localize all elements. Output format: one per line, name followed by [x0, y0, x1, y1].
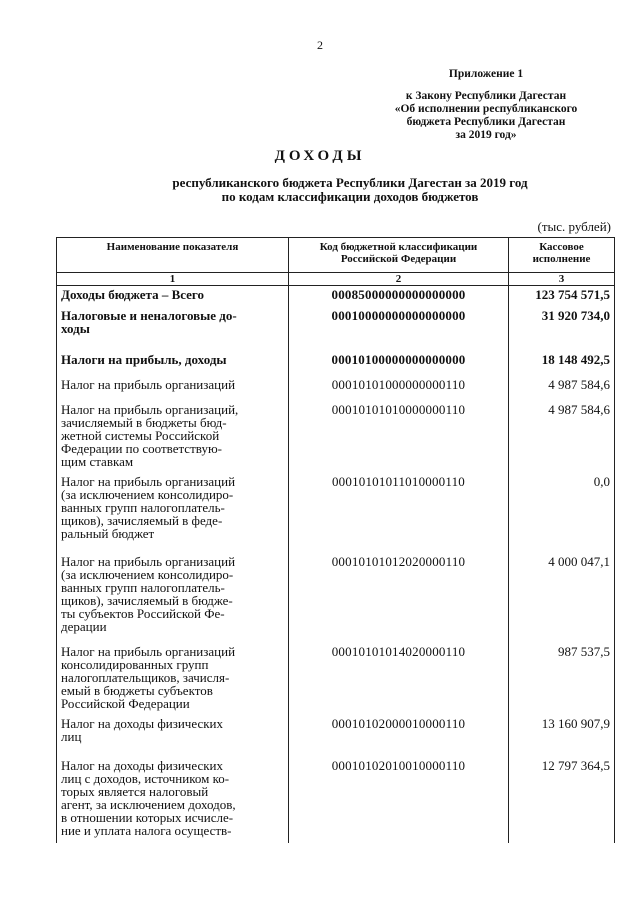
table-row [57, 307, 615, 351]
units-label: (тыс. рублей) [537, 219, 611, 234]
row-code: 00010102000010000110 [289, 715, 509, 757]
row-code: 00085000000000000000 [289, 286, 509, 307]
row-code: 00010101010000000110 [289, 401, 509, 473]
row-code: 00010101014020000110 [289, 643, 509, 715]
row-name: Доходы бюджета – Всего [57, 286, 289, 307]
appendix-line: за 2019 год» [455, 129, 517, 141]
row-name: Налог на прибыль организаций (за исключением консолидиро- ванных групп налогоплатель- щиков), зачисляемый в бюдже- ты субъектов Российской Фе- дерации [57, 553, 289, 643]
appendix-line: «Об исполнении республиканского [394, 103, 578, 115]
appendix-block [372, 68, 600, 142]
document-subtitle [80, 176, 620, 204]
row-code: 00010101000000000110 [289, 376, 509, 401]
table-header-row [57, 238, 615, 273]
row-code: 00010100000000000000 [289, 351, 509, 376]
column-number: 1 [57, 273, 289, 286]
table-row [57, 757, 615, 843]
header-code: Код бюджетной классификации Российской Федерации [289, 238, 509, 273]
row-code: 00010101011010000110 [289, 473, 509, 553]
table-row [57, 401, 615, 473]
row-amount: 4 987 584,6 [509, 376, 615, 401]
row-amount: 12 797 364,5 [509, 757, 615, 843]
row-amount: 4 000 047,1 [509, 553, 615, 643]
row-code: 00010102010010000110 [289, 757, 509, 843]
row-amount: 31 920 734,0 [509, 307, 615, 351]
row-name: Налоговые и неналоговые до- ходы [57, 307, 289, 351]
page-number: 2 [317, 38, 323, 52]
appendix-line: бюджета Республики Дагестан [406, 116, 566, 128]
document-title: ДОХОДЫ [274, 148, 366, 164]
row-name: Налог на прибыль организаций, зачисляемый в бюджеты бюд- жетной системы Российской Федерации по соответствую- щим ставкам [57, 401, 289, 473]
table-row [57, 473, 615, 553]
row-amount: 4 987 584,6 [509, 401, 615, 473]
income-table [56, 237, 615, 843]
row-amount: 13 160 907,9 [509, 715, 615, 757]
subtitle-line: республиканского бюджета Республики Дагестан за 2019 год [172, 175, 528, 190]
row-code: 00010101012020000110 [289, 553, 509, 643]
row-name: Налог на прибыль организаций консолидированных групп налогоплательщиков, зачисля- емый в бюджеты субъектов Российской Федерации [57, 643, 289, 715]
row-code: 00010000000000000000 [289, 307, 509, 351]
header-name: Наименование показателя [57, 238, 289, 273]
row-name: Налог на прибыль организаций [57, 376, 289, 401]
header-amount: Кассовое исполнение [509, 238, 615, 273]
row-name: Налог на доходы физических лиц с доходов, источником ко- торых является налоговый агент, за исключением доходов, в отношении которых исчисле- ние и уплата налога осуществ- [57, 757, 289, 843]
row-name: Налог на доходы физических лиц [57, 715, 289, 757]
row-amount: 123 754 571,5 [509, 286, 615, 307]
table-row [57, 553, 615, 643]
row-name: Налог на прибыль организаций (за исключением консолидиро- ванных групп налогоплатель- щиков), зачисляемый в феде- ральный бюджет [57, 473, 289, 553]
table-row [57, 376, 615, 401]
column-number-row [57, 273, 615, 286]
column-number: 3 [509, 273, 615, 286]
table-row [57, 351, 615, 376]
column-number: 2 [289, 273, 509, 286]
table-row [57, 643, 615, 715]
row-amount: 18 148 492,5 [509, 351, 615, 376]
subtitle-line: по кодам классификации доходов бюджетов [221, 189, 479, 204]
row-amount: 987 537,5 [509, 643, 615, 715]
appendix-line: к Закону Республики Дагестан [405, 90, 567, 102]
appendix-title: Приложение 1 [448, 68, 524, 80]
row-name: Налоги на прибыль, доходы [57, 351, 289, 376]
row-amount: 0,0 [509, 473, 615, 553]
table-row [57, 715, 615, 757]
table-row [57, 286, 615, 307]
